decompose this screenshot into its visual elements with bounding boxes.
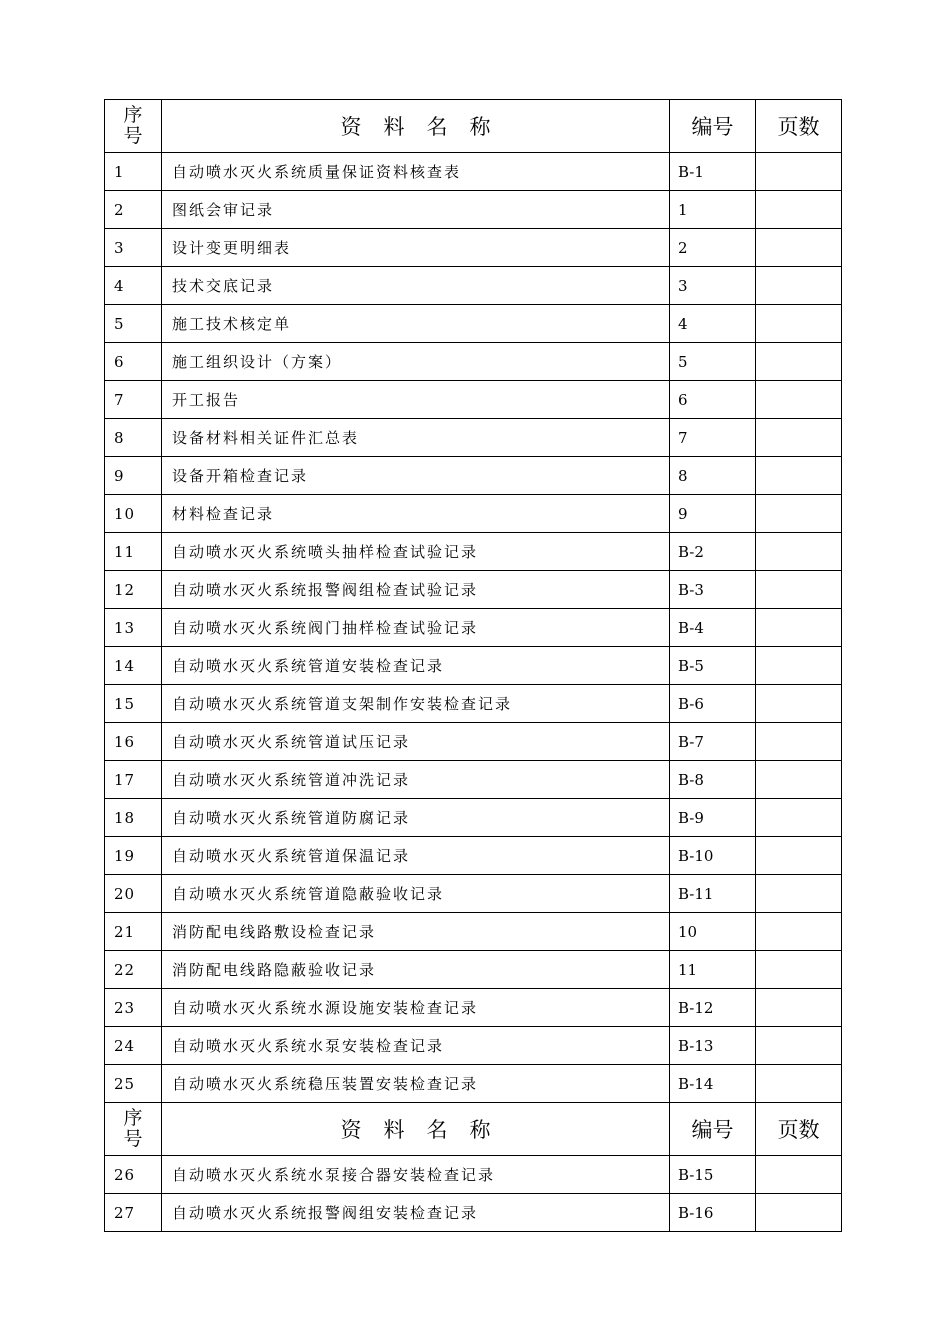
serial-no-cell: 14 xyxy=(105,647,162,685)
page-count-cell xyxy=(756,989,842,1027)
document-name-cell: 自动喷水灭火系统报警阀组安装检查记录 xyxy=(162,1194,670,1232)
document-name-cell: 设计变更明细表 xyxy=(162,229,670,267)
code-cell: B-7 xyxy=(670,723,756,761)
code-cell: B-14 xyxy=(670,1065,756,1103)
serial-no-cell: 21 xyxy=(105,913,162,951)
code-cell: B-15 xyxy=(670,1156,756,1194)
code-cell: B-12 xyxy=(670,989,756,1027)
serial-no-cell: 4 xyxy=(105,267,162,305)
page-count-cell xyxy=(756,647,842,685)
table-row xyxy=(105,1156,842,1194)
document-name-cell: 自动喷水灭火系统阀门抽样检查试验记录 xyxy=(162,609,670,647)
header-code: 编号 xyxy=(670,1103,756,1156)
table-row xyxy=(105,191,842,229)
page-count-cell xyxy=(756,381,842,419)
header-serial-no xyxy=(105,100,162,153)
serial-no-cell: 8 xyxy=(105,419,162,457)
page-count-cell xyxy=(756,419,842,457)
page-count-cell xyxy=(756,571,842,609)
page-count-cell xyxy=(756,951,842,989)
table-row xyxy=(105,761,842,799)
document-index-table xyxy=(104,99,842,1232)
document-name-cell: 自动喷水灭火系统报警阀组检查试验记录 xyxy=(162,571,670,609)
code-cell: B-2 xyxy=(670,533,756,571)
page-count-cell xyxy=(756,495,842,533)
header-page-count: 页数 xyxy=(756,100,842,153)
header-serial-no-line2: 号 xyxy=(123,125,143,147)
serial-no-cell: 11 xyxy=(105,533,162,571)
document-name-cell: 自动喷水灭火系统水泵安装检查记录 xyxy=(162,1027,670,1065)
serial-no-cell: 23 xyxy=(105,989,162,1027)
serial-no-cell: 9 xyxy=(105,457,162,495)
table-row xyxy=(105,457,842,495)
table-row xyxy=(105,837,842,875)
code-cell: B-10 xyxy=(670,837,756,875)
serial-no-cell: 7 xyxy=(105,381,162,419)
table-row xyxy=(105,229,842,267)
code-cell: B-5 xyxy=(670,647,756,685)
page-count-cell xyxy=(756,875,842,913)
header-row xyxy=(105,1103,842,1156)
header-serial-no xyxy=(105,1103,162,1156)
document-name-cell: 消防配电线路敷设检查记录 xyxy=(162,913,670,951)
document-name-cell: 自动喷水灭火系统管道保温记录 xyxy=(162,837,670,875)
code-cell: 4 xyxy=(670,305,756,343)
document-name-cell: 设备材料相关证件汇总表 xyxy=(162,419,670,457)
document-name-cell: 技术交底记录 xyxy=(162,267,670,305)
page-count-cell xyxy=(756,913,842,951)
table-row xyxy=(105,343,842,381)
code-cell: 11 xyxy=(670,951,756,989)
document-name-cell: 开工报告 xyxy=(162,381,670,419)
page-count-cell xyxy=(756,153,842,191)
table-row xyxy=(105,495,842,533)
document-name-cell: 设备开箱检查记录 xyxy=(162,457,670,495)
serial-no-cell: 12 xyxy=(105,571,162,609)
table-row xyxy=(105,989,842,1027)
page-count-cell xyxy=(756,609,842,647)
code-cell: 1 xyxy=(670,191,756,229)
table-row xyxy=(105,799,842,837)
header-code: 编号 xyxy=(670,100,756,153)
page-count-cell xyxy=(756,723,842,761)
table-row xyxy=(105,381,842,419)
header-document-name: 资料名称 xyxy=(162,100,670,153)
document-name-cell: 自动喷水灭火系统质量保证资料核查表 xyxy=(162,153,670,191)
document-name-cell: 自动喷水灭火系统水泵接合器安装检查记录 xyxy=(162,1156,670,1194)
header-serial-no-line2: 号 xyxy=(123,1128,143,1150)
code-cell: B-9 xyxy=(670,799,756,837)
code-cell: B-16 xyxy=(670,1194,756,1232)
code-cell: B-6 xyxy=(670,685,756,723)
page-count-cell xyxy=(756,191,842,229)
document-name-cell: 自动喷水灭火系统管道安装检查记录 xyxy=(162,647,670,685)
serial-no-cell: 18 xyxy=(105,799,162,837)
serial-no-cell: 26 xyxy=(105,1156,162,1194)
code-cell: B-4 xyxy=(670,609,756,647)
header-document-name: 资料名称 xyxy=(162,1103,670,1156)
table-row xyxy=(105,305,842,343)
serial-no-cell: 27 xyxy=(105,1194,162,1232)
document-name-cell: 自动喷水灭火系统管道试压记录 xyxy=(162,723,670,761)
code-cell: 8 xyxy=(670,457,756,495)
table-row xyxy=(105,267,842,305)
serial-no-cell: 24 xyxy=(105,1027,162,1065)
table-row xyxy=(105,1194,842,1232)
document-name-cell: 自动喷水灭火系统喷头抽样检查试验记录 xyxy=(162,533,670,571)
code-cell: B-11 xyxy=(670,875,756,913)
page-count-cell xyxy=(756,799,842,837)
serial-no-cell: 15 xyxy=(105,685,162,723)
document-name-cell: 施工技术核定单 xyxy=(162,305,670,343)
table-row xyxy=(105,913,842,951)
page-count-cell xyxy=(756,229,842,267)
page-count-cell xyxy=(756,267,842,305)
table-row xyxy=(105,647,842,685)
document-name-cell: 自动喷水灭火系统管道冲洗记录 xyxy=(162,761,670,799)
serial-no-cell: 13 xyxy=(105,609,162,647)
document-name-cell: 自动喷水灭火系统管道支架制作安装检查记录 xyxy=(162,685,670,723)
code-cell: B-8 xyxy=(670,761,756,799)
serial-no-cell: 2 xyxy=(105,191,162,229)
document-name-cell: 自动喷水灭火系统水源设施安装检查记录 xyxy=(162,989,670,1027)
page-count-cell xyxy=(756,837,842,875)
page-count-cell xyxy=(756,343,842,381)
document-name-cell: 图纸会审记录 xyxy=(162,191,670,229)
document-name-cell: 消防配电线路隐蔽验收记录 xyxy=(162,951,670,989)
table-row xyxy=(105,571,842,609)
table-row xyxy=(105,419,842,457)
document-name-cell: 自动喷水灭火系统稳压装置安装检查记录 xyxy=(162,1065,670,1103)
code-cell: 3 xyxy=(670,267,756,305)
code-cell: B-13 xyxy=(670,1027,756,1065)
serial-no-cell: 16 xyxy=(105,723,162,761)
serial-no-cell: 20 xyxy=(105,875,162,913)
table-row xyxy=(105,723,842,761)
document-name-cell: 自动喷水灭火系统管道防腐记录 xyxy=(162,799,670,837)
code-cell: B-1 xyxy=(670,153,756,191)
page-count-cell xyxy=(756,457,842,495)
code-cell: 9 xyxy=(670,495,756,533)
document-name-cell: 自动喷水灭火系统管道隐蔽验收记录 xyxy=(162,875,670,913)
table-row xyxy=(105,685,842,723)
serial-no-cell: 19 xyxy=(105,837,162,875)
table-row xyxy=(105,951,842,989)
serial-no-cell: 6 xyxy=(105,343,162,381)
header-serial-no-line1: 序 xyxy=(123,1107,143,1129)
code-cell: 2 xyxy=(670,229,756,267)
serial-no-cell: 22 xyxy=(105,951,162,989)
serial-no-cell: 10 xyxy=(105,495,162,533)
table-row xyxy=(105,1065,842,1103)
page-count-cell xyxy=(756,533,842,571)
page-count-cell xyxy=(756,761,842,799)
code-cell: 7 xyxy=(670,419,756,457)
code-cell: 5 xyxy=(670,343,756,381)
document-name-cell: 材料检查记录 xyxy=(162,495,670,533)
serial-no-cell: 17 xyxy=(105,761,162,799)
page-count-cell xyxy=(756,305,842,343)
table-row xyxy=(105,533,842,571)
serial-no-cell: 3 xyxy=(105,229,162,267)
page-count-cell xyxy=(756,1156,842,1194)
code-cell: 10 xyxy=(670,913,756,951)
table-row xyxy=(105,1027,842,1065)
serial-no-cell: 1 xyxy=(105,153,162,191)
page-count-cell xyxy=(756,1194,842,1232)
serial-no-cell: 25 xyxy=(105,1065,162,1103)
table-row xyxy=(105,875,842,913)
page-count-cell xyxy=(756,685,842,723)
serial-no-cell: 5 xyxy=(105,305,162,343)
header-page-count: 页数 xyxy=(756,1103,842,1156)
header-row xyxy=(105,100,842,153)
page-count-cell xyxy=(756,1065,842,1103)
code-cell: 6 xyxy=(670,381,756,419)
code-cell: B-3 xyxy=(670,571,756,609)
page-count-cell xyxy=(756,1027,842,1065)
table-row xyxy=(105,609,842,647)
header-serial-no-line1: 序 xyxy=(123,104,143,126)
table-row xyxy=(105,153,842,191)
document-name-cell: 施工组织设计（方案） xyxy=(162,343,670,381)
